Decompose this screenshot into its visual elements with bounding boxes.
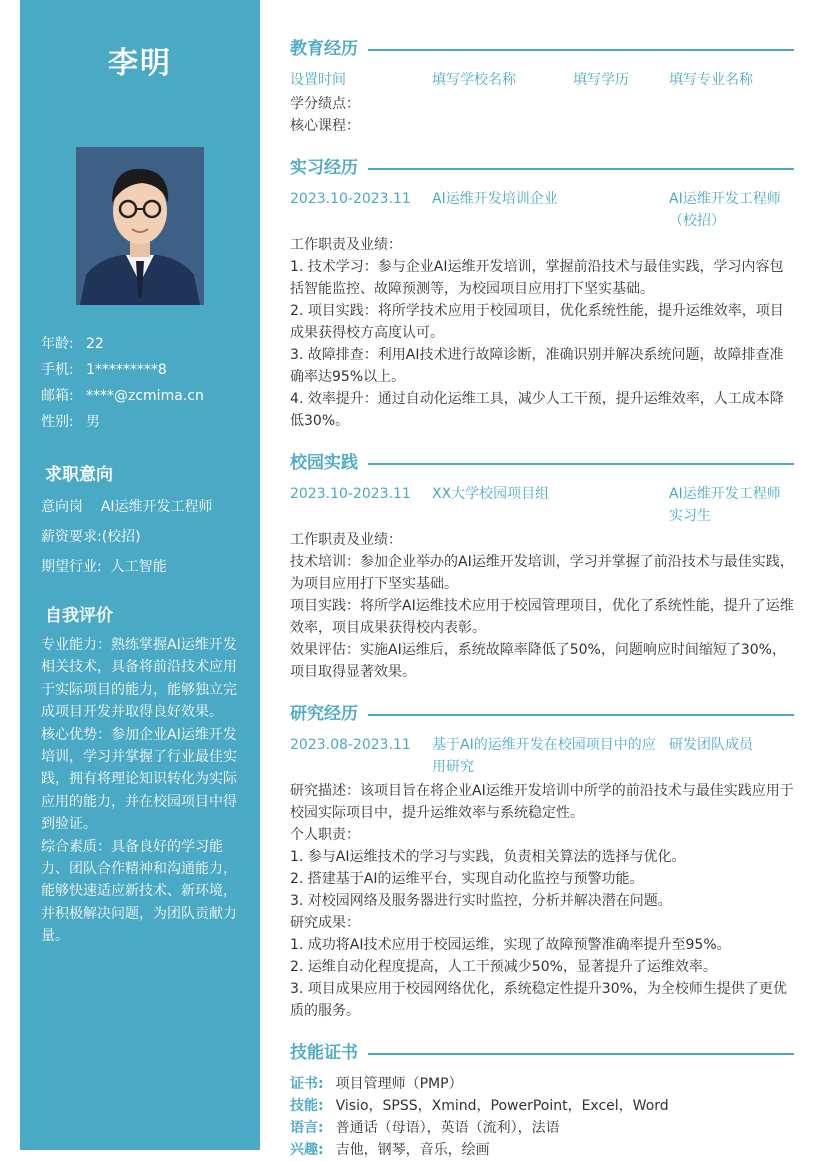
intern-org: AI运维开发培训企业	[432, 191, 558, 207]
edu-school: 填写学校名称	[432, 72, 516, 88]
section-research	[290, 701, 794, 727]
intent-label: 意向岗	[41, 499, 83, 515]
edu-major: 填写专业名称	[669, 72, 753, 88]
section-title: 实习经历	[290, 155, 368, 181]
info-age	[41, 334, 104, 354]
research-line: 个人职责：	[290, 827, 360, 843]
campus-role: AI运维开发工程师实习生	[669, 486, 781, 524]
internship-details	[290, 234, 794, 432]
section-education	[290, 36, 794, 62]
section-title: 技能证书	[290, 1040, 368, 1066]
intern-line: 1. 技术学习：参与企业AI运维开发培训，掌握前沿技术与最佳实践，学习内容包括智能监控、故障预测等，为校园项目应用打下坚实基础。	[290, 259, 784, 297]
self-eval	[41, 634, 243, 948]
campus-org: XX大学校园项目组	[432, 486, 550, 502]
candidate-name: 李明	[108, 46, 172, 81]
info-label: 邮箱:	[41, 388, 74, 404]
info-gender	[41, 412, 100, 432]
intern-line: 2. 项目实践：将所学技术应用于校园项目，优化系统性能，提升运维效率，项目成果获得校方高度认可。	[290, 303, 784, 341]
intent-salary	[41, 527, 141, 547]
campus-line: 技术培训：参加企业举办的AI运维开发培训，学习并掌握了前沿技术与最佳实践，为项目应用打下坚实基础。	[290, 554, 794, 592]
profile-photo	[76, 147, 204, 305]
research-line: 3. 对校园网络及服务器进行实时监控，分析并解决潜在问题。	[290, 893, 672, 909]
research-time: 2023.08-2023.11	[290, 737, 411, 753]
info-value: 22	[86, 336, 104, 352]
research-details	[290, 780, 794, 1022]
intent-heading: 求职意向	[45, 465, 113, 485]
info-label: 年龄:	[41, 336, 74, 352]
intent-label: 期望行业:	[41, 559, 102, 575]
intent-value: 人工智能	[110, 559, 167, 575]
edu-time: 设置时间	[290, 72, 346, 88]
section-internship	[290, 155, 794, 181]
edu-gpa: 学分绩点：	[290, 96, 360, 112]
self-eval-item: 核心优势：参加企业AI运维开发培训，学习并掌握了行业最佳实践，拥有将理论知识转化为实际应用的能力，并在校园项目中得到验证。	[41, 726, 237, 833]
intent-industry	[41, 557, 167, 577]
skill-value: Visio，SPSS，Xmind，PowerPoint，Excel，Word	[335, 1098, 669, 1114]
self-eval-item: 专业能力：熟练掌握AI运维开发相关技术，具备将前沿技术应用于实际项目的能力，能够独立完成项目开发并取得良好效果。	[41, 637, 237, 721]
research-line: 3. 项目成果应用于校园网络优化，系统稳定性提升30%，为全校师生提供了更优质的服务。	[290, 981, 787, 1019]
skill-interests	[290, 1139, 490, 1161]
edu-courses: 核心课程：	[290, 118, 360, 134]
intern-time: 2023.10-2023.11	[290, 191, 411, 207]
campus-line: 效果评估：实施AI运维后，系统故障率降低了50%，问题响应时间缩短了30%，项目取得显著效果。	[290, 642, 786, 680]
research-topic: 基于AI的运维开发在校园项目中的应用研究	[432, 737, 656, 775]
research-line: 1. 参与AI运维技术的学习与实践，负责相关算法的选择与优化。	[290, 849, 686, 865]
campus-time: 2023.10-2023.11	[290, 486, 411, 502]
intent-label: 薪资要求:	[41, 529, 102, 545]
intent-value: AI运维开发工程师	[100, 499, 213, 515]
research-role: 研发团队成员	[669, 737, 753, 753]
section-skills	[290, 1040, 794, 1066]
section-title: 研究经历	[290, 701, 368, 727]
section-title: 校园实践	[290, 450, 368, 476]
skill-value: 普通话（母语），英语（流利），法语	[335, 1120, 560, 1136]
info-value: 1*********8	[86, 362, 167, 378]
intent-position	[41, 497, 213, 517]
self-eval-item: 综合素质：具备良好的学习能力、团队合作精神和沟通能力，能够快速适应新技术、新环境，并积极解决问题，为团队贡献力量。	[41, 838, 237, 945]
intern-line: 3. 故障排查：利用AI技术进行故障诊断，准确识别并解决系统问题，故障排查准确率达95%以上。	[290, 347, 784, 385]
skill-value: 项目管理师（PMP）	[335, 1076, 463, 1092]
intern-line: 工作职责及业绩：	[290, 237, 402, 253]
section-campus	[290, 450, 794, 476]
section-title: 教育经历	[290, 36, 368, 62]
intern-line: 4. 效率提升：通过自动化运维工具，减少人工干预，提升运维效率，人工成本降低30%。	[290, 391, 784, 429]
self-eval-heading: 自我评价	[45, 606, 113, 626]
skill-tools	[290, 1095, 669, 1117]
intern-role: AI运维开发工程师（校招）	[669, 191, 781, 229]
research-line: 1. 成功将AI技术应用于校园运维，实现了故障预警准确率提升至95%。	[290, 937, 731, 953]
avatar-icon	[76, 147, 204, 305]
campus-line: 项目实践：将所学AI运维技术应用于校园管理项目，优化了系统性能，提升了运维效率，项目成果获得校内表彰。	[290, 598, 794, 636]
campus-details	[290, 529, 794, 683]
info-phone	[41, 360, 167, 380]
info-value: ****@zcmima.cn	[86, 388, 204, 404]
skill-language	[290, 1117, 560, 1139]
info-label: 性别:	[41, 414, 74, 430]
research-line: 研究成果：	[290, 915, 360, 931]
research-line: 2. 搭建基于AI的运维平台，实现自动化监控与预警功能。	[290, 871, 644, 887]
skill-certificate	[290, 1073, 463, 1095]
skill-label: 兴趣:	[290, 1142, 324, 1158]
skill-label: 证书:	[290, 1076, 324, 1092]
campus-line: 工作职责及业绩：	[290, 532, 402, 548]
intent-value: (校招)	[101, 529, 141, 545]
research-line: 研究描述：该项目旨在将企业AI运维开发培训中所学的前沿技术与最佳实践应用于校园实际项目中，提升运维效率与系统稳定性。	[290, 783, 794, 821]
research-line: 2. 运维自动化程度提高，人工干预减少50%，显著提升了运维效率。	[290, 959, 717, 975]
info-value: 男	[86, 414, 100, 430]
skill-label: 语言:	[290, 1120, 324, 1136]
info-label: 手机:	[41, 362, 74, 378]
skill-label: 技能:	[290, 1098, 324, 1114]
education-details	[290, 93, 794, 137]
sidebar	[20, 0, 260, 1150]
skill-value: 吉他，钢琴，音乐，绘画	[335, 1142, 490, 1158]
info-email	[41, 386, 204, 406]
edu-degree: 填写学历	[573, 72, 629, 88]
